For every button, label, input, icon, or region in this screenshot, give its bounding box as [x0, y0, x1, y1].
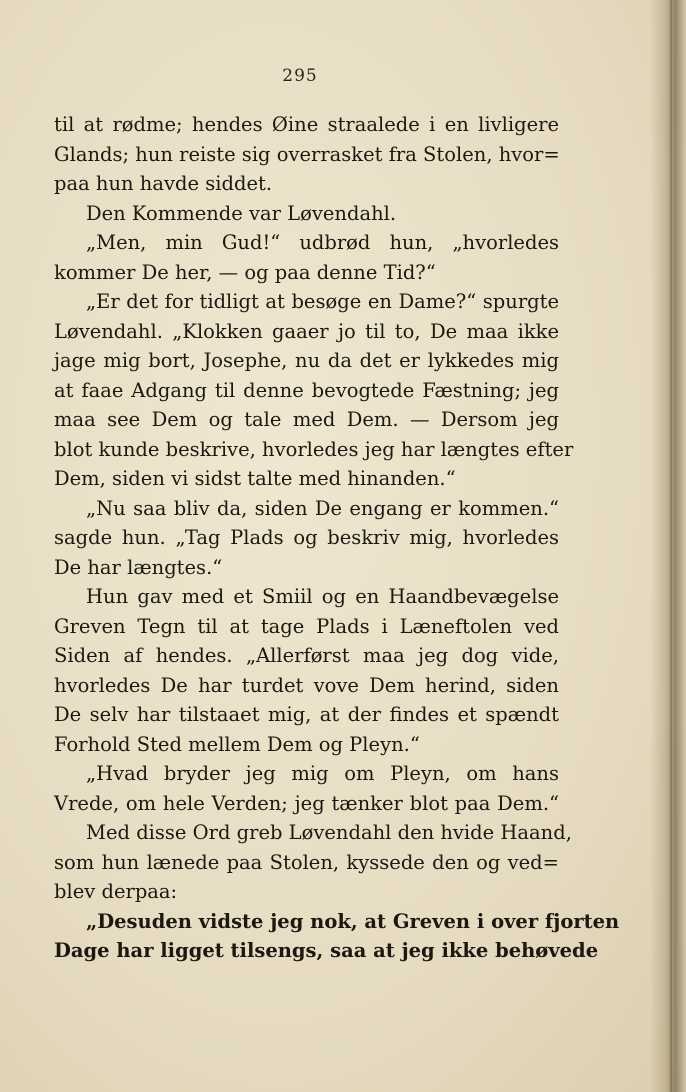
- text-line: sagde hun. „Tag Plads og beskriv mig, hvorledes: [54, 526, 559, 549]
- body-text: [54, 110, 620, 966]
- page-number: 295: [282, 66, 318, 86]
- text-line: at faae Adgang til denne bevogtede Fæstning; jeg: [54, 378, 559, 402]
- text-line: Dage har ligget tilsengs, saa at jeg ikke behøvede: [54, 939, 599, 962]
- text-line: Den Kommende var Løvendahl.: [86, 201, 397, 225]
- text-line: paa hun havde siddet.: [54, 172, 273, 195]
- page-fold-line: [670, 0, 672, 1092]
- text-line: „Nu saa bliv da, siden De engang er kommen.“: [86, 496, 559, 520]
- text-line: blev derpaa:: [54, 880, 178, 903]
- text-line: blot kunde beskrive, hvorledes jeg har længtes efter: [54, 437, 574, 461]
- text-line: til at rødme; hendes Øine straalede i en livligere: [54, 113, 559, 136]
- text-line: hvorledes De har turdet vove Dem herind, siden: [54, 673, 559, 697]
- text-line: Med disse Ord greb Løvendahl den hvide Haand,: [86, 821, 572, 844]
- text-line: De har længtes.“: [54, 555, 223, 579]
- text-line: Glands; hun reiste sig overrasket fra Stolen, hvor=: [54, 142, 560, 166]
- text-line: Siden af hendes. „Allerførst maa jeg dog vide,: [54, 644, 559, 667]
- page-gutter-shadow: [650, 0, 686, 1092]
- text-line: maa see Dem og tale med Dem. — Dersom jeg: [54, 408, 559, 431]
- text-line: Greven Tegn til at tage Plads i Læneftolen ved: [54, 614, 559, 638]
- text-line: som hun lænede paa Stolen, kyssede den og ved=: [54, 850, 559, 874]
- text-line: Hun gav med et Smiil og en Haandbevægelse: [86, 585, 559, 608]
- text-line: Vrede, om hele Verden; jeg tænker blot paa Dem.“: [54, 791, 559, 815]
- text-line: Forhold Sted mellem Dem og Pleyn.“: [54, 732, 420, 756]
- text-line: De selv har tilstaaet mig, at der findes et spændt: [54, 703, 559, 726]
- text-line: „Men, min Gud!“ udbrød hun, „hvorledes: [86, 231, 559, 254]
- text-line: kommer De her, — og paa denne Tid?“: [54, 260, 436, 284]
- text-line: „Hvad bryder jeg mig om Pleyn, om hans: [86, 762, 559, 785]
- text-line: „Er det for tidligt at besøge en Dame?“ spurgte: [86, 290, 559, 313]
- text-line: Dem, siden vi sidst talte med hinanden.“: [54, 467, 456, 490]
- text-line: Løvendahl. „Klokken gaaer jo til to, De maa ikke: [54, 319, 559, 343]
- text-line: jage mig bort, Josephe, nu da det er lykkedes mig: [54, 349, 559, 372]
- text-line: „Desuden vidste jeg nok, at Greven i over fjorten: [86, 909, 620, 933]
